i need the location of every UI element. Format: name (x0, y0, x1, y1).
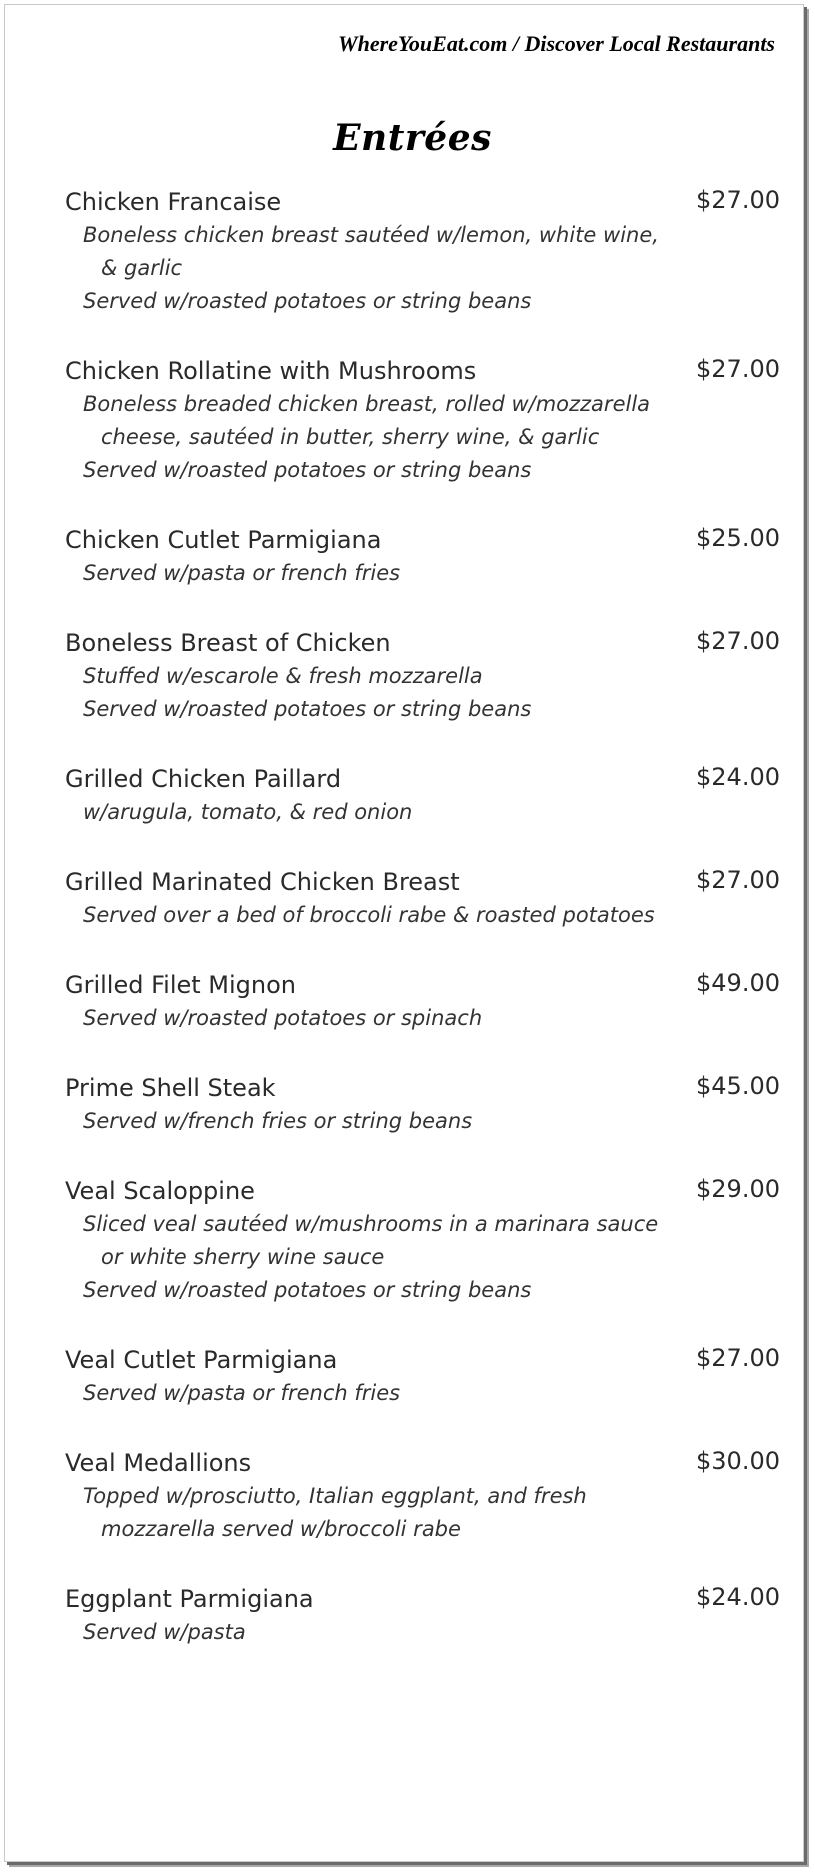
menu-item-description: Served w/roasted potatoes or string beans (83, 458, 532, 482)
menu-item-description: Served w/roasted potatoes or string beans (83, 697, 532, 721)
menu-list (65, 185, 780, 1685)
menu-page (4, 4, 804, 1862)
menu-item-description: Served w/pasta or french fries (83, 561, 401, 585)
menu-item-description: cheese, sautéed in butter, sherry wine, & garlic (101, 425, 600, 449)
menu-item-name: Chicken Francaise (65, 188, 282, 216)
menu-item-description: Served w/roasted potatoes or spinach (83, 1006, 483, 1030)
menu-item-name: Prime Shell Steak (65, 1074, 276, 1102)
menu-item-price: $49.00 (696, 969, 780, 997)
menu-item-name: Grilled Marinated Chicken Breast (65, 868, 460, 896)
menu-item-name: Grilled Chicken Paillard (65, 765, 342, 793)
menu-item-name: Chicken Rollatine with Mushrooms (65, 357, 477, 385)
section-title: Entrées (333, 117, 492, 159)
menu-item-price: $27.00 (696, 627, 780, 655)
menu-item-name: Veal Medallions (65, 1449, 252, 1477)
menu-item (65, 1174, 780, 1307)
menu-item-description: Topped w/prosciutto, Italian eggplant, and fresh (83, 1484, 587, 1508)
menu-item-description: Served w/roasted potatoes or string beans (83, 289, 532, 313)
menu-item (65, 968, 780, 1035)
menu-item-price: $24.00 (696, 763, 780, 791)
menu-item-description: Served w/roasted potatoes or string beans (83, 1278, 532, 1302)
menu-item-description: & garlic (101, 256, 183, 280)
menu-item (65, 1582, 780, 1649)
menu-item-name: Boneless Breast of Chicken (65, 629, 391, 657)
menu-item (65, 865, 780, 932)
menu-item-price: $27.00 (696, 866, 780, 894)
menu-item-price: $29.00 (696, 1175, 780, 1203)
menu-item-description: Sliced veal sautéed w/mushrooms in a marinara sauce (83, 1212, 659, 1236)
menu-item-price: $45.00 (696, 1072, 780, 1100)
menu-item-description: mozzarella served w/broccoli rabe (101, 1517, 461, 1541)
site-header[interactable]: WhereYouEat.com / Discover Local Restaurants (338, 31, 775, 56)
menu-item (65, 626, 780, 726)
menu-item (65, 762, 780, 829)
menu-item-description: Served w/french fries or string beans (83, 1109, 473, 1133)
menu-item-price: $27.00 (696, 355, 780, 383)
menu-item-price: $30.00 (696, 1447, 780, 1475)
menu-item-description: Served over a bed of broccoli rabe & roasted potatoes (83, 903, 655, 927)
menu-item-description: w/arugula, tomato, & red onion (83, 800, 413, 824)
menu-item-name: Eggplant Parmigiana (65, 1585, 314, 1613)
menu-item-name: Grilled Filet Mignon (65, 971, 297, 999)
menu-item (65, 523, 780, 590)
menu-item-price: $25.00 (696, 524, 780, 552)
menu-item-description: or white sherry wine sauce (101, 1245, 385, 1269)
menu-item-price: $24.00 (696, 1583, 780, 1611)
menu-item (65, 185, 780, 318)
menu-item-description: Served w/pasta or french fries (83, 1381, 401, 1405)
menu-item-name: Veal Cutlet Parmigiana (65, 1346, 338, 1374)
menu-item-price: $27.00 (696, 1344, 780, 1372)
menu-item-description: Served w/pasta (83, 1620, 246, 1644)
menu-item-description: Boneless breaded chicken breast, rolled w/mozzarella (83, 392, 651, 416)
menu-item-name: Veal Scaloppine (65, 1177, 255, 1205)
menu-item-name: Chicken Cutlet Parmigiana (65, 526, 382, 554)
menu-item (65, 1071, 780, 1138)
menu-item (65, 1446, 780, 1546)
menu-item (65, 1343, 780, 1410)
menu-item-price: $27.00 (696, 186, 780, 214)
menu-item-description: Boneless chicken breast sautéed w/lemon, white wine, (83, 223, 659, 247)
menu-item (65, 354, 780, 487)
menu-item-description: Stuffed w/escarole & fresh mozzarella (83, 664, 483, 688)
